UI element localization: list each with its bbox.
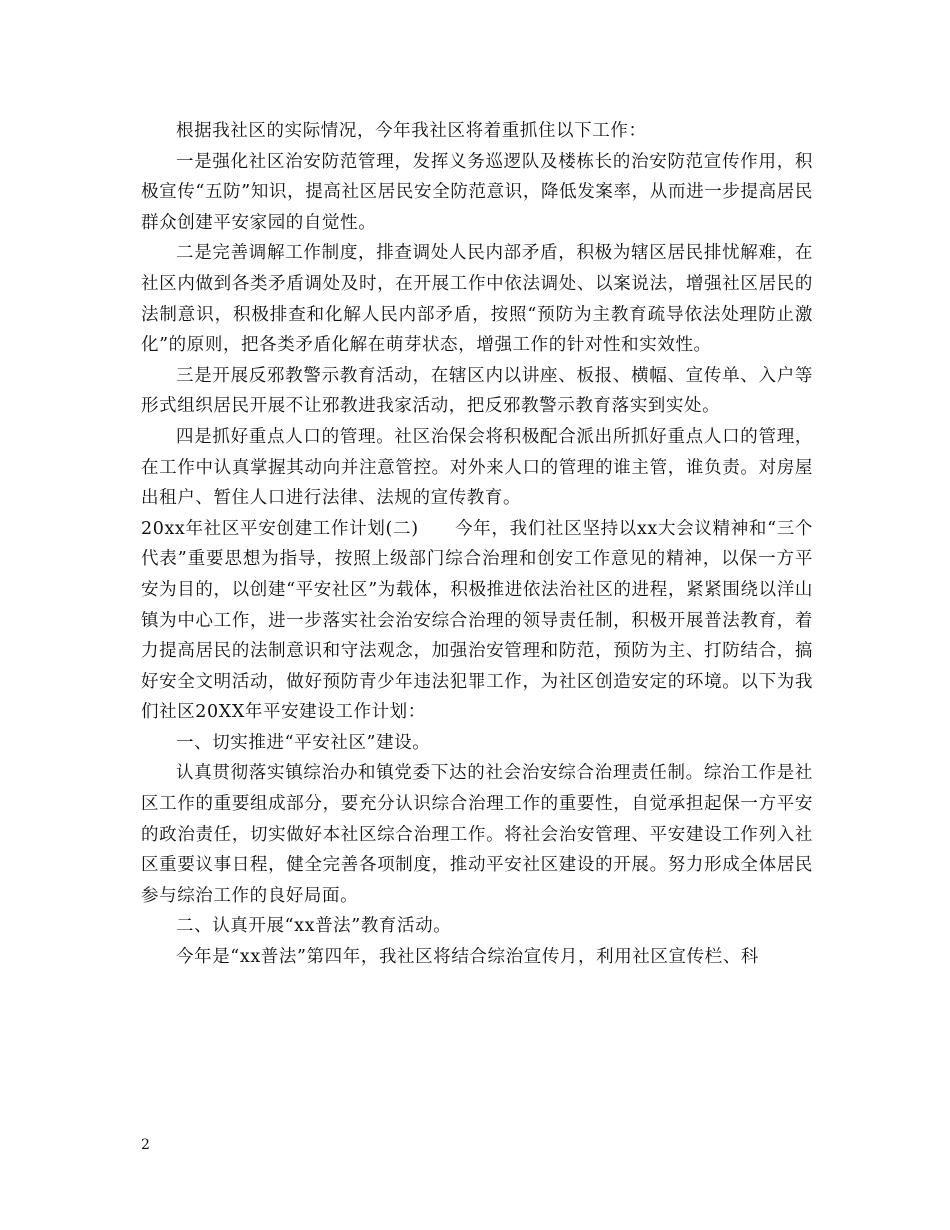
intro-paragraph: 根据我社区的实际情况，今年我社区将着重抓住以下工作： [176, 121, 647, 141]
page-number: 2 [141, 1137, 150, 1153]
section-two-paragraph: 今年是“xx普法”第四年，我社区将结合综治宣传月，利用社区宣传栏、科 [176, 947, 760, 968]
section-one-paragraph: 认真贯彻落实镇综治办和镇党委下达的社会治安综合治理责任制。综治工作是社区工作的重要组成部分，要充分认识综合治理工作的重要性，自觉承担起保一方平安的政治责任，切实做好本社区综合治理工作。将社会治安管理、平安建设工作列入社区重要议事日程，健全完善各项制度，推动平安社区建设的开展。努力形成全体居民参与综治工作的良好局面。 [141, 763, 813, 906]
section-one-heading: 一、切实推进“平安社区”建设。 [176, 732, 431, 753]
document-body [141, 116, 813, 973]
item-two-paragraph: 二是完善调解工作制度，排查调处人民内部矛盾，积极为辖区居民排忧解难，在社区内做到各类矛盾调处及时，在开展工作中依法调处、以案说法，增强社区居民的法制意识，积极排查和化解人民内部矛盾，按照“预防为主教育疏导依法处理防止激化”的原则，把各类矛盾化解在萌芽状态，增强工作的针对性和实效性。 [141, 243, 813, 356]
item-three-paragraph: 三是开展反邪教警示教育活动，在辖区内以讲座、板报、横幅、宣传单、入户等形式组织居民开展不让邪教进我家活动，把反邪教警示教育落实到实处。 [141, 365, 813, 417]
plan-two-paragraph: 20xx年社区平安创建工作计划(二) 今年，我们社区坚持以xx大会议精神和“三个代表”重要思想为指导，按照上级部门综合治理和创安工作意见的精神，以保一方平安为目的，以创建“平安社区”为载体，积极推进依法治社区的进程，紧紧围绕以洋山镇为中心工作，进一步落实社会治安综合治理的领导责任制，积极开展普法教育，着力提高居民的法制意识和守法观念，加强治安管理和防范，预防为主、打防结合，搞好安全文明活动，做好预防青少年违法犯罪工作，为社区创造安定的环境。以下为我们社区20XX年平安建设工作计划： [141, 518, 813, 723]
item-one-paragraph: 一是强化社区治安防范管理，发挥义务巡逻队及楼栋长的治安防范宣传作用，积极宣传“五防”知识，提高社区居民安全防范意识，降低发案率，从而进一步提高居民群众创建平安家园的自觉性。 [141, 151, 813, 233]
section-two-heading: 二、认真开展“xx普法”教育活动。 [176, 916, 452, 937]
item-four-paragraph: 四是抓好重点人口的管理。社区治保会将积极配合派出所抓好重点人口的管理，在工作中认真掌握其动向并注意管控。对外来人口的管理的谁主管，谁负责。对房屋出租户、暂住人口进行法律、法规的宣传教育。 [141, 426, 813, 509]
